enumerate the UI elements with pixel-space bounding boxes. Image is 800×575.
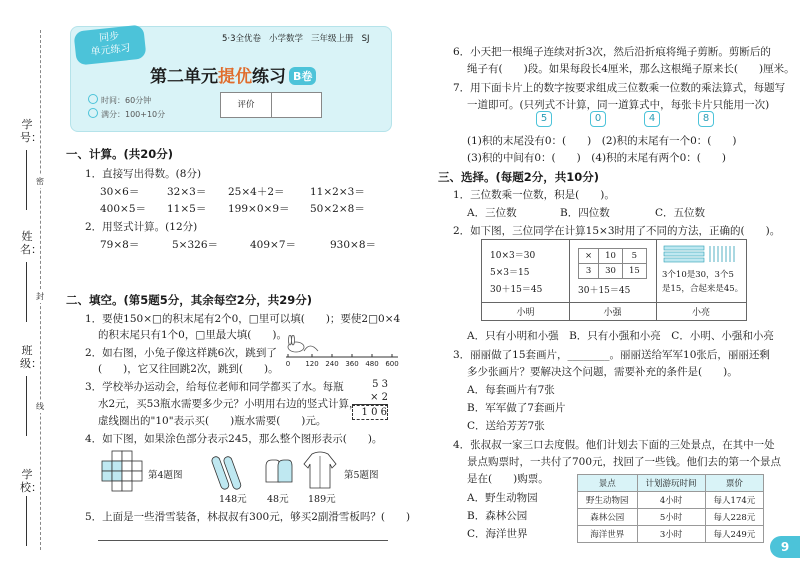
grid-figure: [100, 449, 146, 499]
axis-tick: 0: [285, 360, 291, 368]
stick-bundles-icon: [662, 244, 742, 264]
option-b[interactable]: B．四位数: [560, 207, 610, 219]
seal-mark: 密: [36, 177, 44, 186]
option-b[interactable]: B．军军做了7套画片: [467, 402, 566, 414]
student-name-field[interactable]: [26, 262, 27, 322]
question-text: 的积末尾只有1个0，□里最大填( )。: [98, 329, 287, 341]
section-3-title: 三、选择。(每题2分，共10分): [438, 170, 600, 184]
student-number-label: 学号：: [20, 118, 42, 144]
section-2-title: 二、填空。(第5题5分，其余每空2分，共29分): [66, 293, 313, 307]
methods-figure: [481, 239, 747, 321]
axis-tick: 120: [305, 360, 319, 368]
table-row: 森林公园 5小时 每人228元: [578, 509, 764, 526]
question-text: 是在( )购票。: [467, 473, 549, 485]
number-card: 5: [536, 111, 552, 127]
options-row[interactable]: A．只有小明和小强 B．只有小强和小亮 C．小明、小强和小亮: [467, 330, 774, 342]
option-c[interactable]: C．海洋世界: [467, 528, 528, 540]
question-text: 1．要使150×□的积末尾有2个0，□里可以填( )；要使2□0×4: [85, 313, 401, 325]
question-text: 3．丽丽做了15套画片，________。丽丽送给军军10张后，丽丽还剩: [453, 349, 770, 361]
student-name: 小强: [603, 308, 622, 318]
school-label: 学校：: [20, 468, 42, 494]
student-name: 小明: [516, 308, 535, 318]
seal-mark: 封: [36, 292, 44, 301]
series-badge: 同步 单元练习: [73, 24, 146, 65]
clock-icon: [88, 94, 98, 104]
student-name-label: 姓名：: [20, 230, 42, 256]
question-text: 2．如下图，三位同学在计算15×3时用了不同的方法，正确的( )。: [453, 225, 781, 237]
level-badge: B卷: [289, 67, 316, 85]
question-text: 多少张画片？要解决这个问题，需要补充的条件是( )。: [467, 366, 738, 378]
option-a[interactable]: A．野生动物园: [467, 492, 538, 504]
question-text: (1)积的末尾没有0：( ) (2)积的末尾有一个0：( ): [467, 135, 737, 147]
xiaoqiang-method: × 10 5 3 30 15 30＋15＝45: [578, 248, 647, 296]
option-c[interactable]: C．五位数: [655, 207, 706, 219]
gloves-icon: [262, 456, 296, 486]
option-a[interactable]: A．每套画片有7张: [467, 384, 555, 396]
axis-tick: 480: [365, 360, 379, 368]
page-title: 第二单元提优练习 B卷: [150, 62, 316, 87]
question-text: (3)积的中间有0：( ) (4)积的末尾有两个0：( ): [467, 152, 726, 164]
question-text: 4．张叔叔一家三口去度假。他们计划去下面的三处景点，在其中一处: [453, 439, 775, 451]
student-number-field[interactable]: [26, 150, 27, 210]
question-text: 4．如下图，如果涂色部分表示245，那么整个图形表示( )。: [85, 433, 383, 445]
question-text: 一道即可。(只列式不计算，同一道算式中，每张卡片只能用一次): [467, 99, 770, 111]
table-row: 海洋世界 3小时 每人249元: [578, 526, 764, 543]
class-label: 班级：: [20, 344, 42, 370]
axis-tick: 600: [385, 360, 399, 368]
section-1-title: 一、计算。(共20分): [66, 147, 174, 161]
table-row: 野生动物园 4小时 每人174元: [578, 492, 764, 509]
figure-caption: 第4题图: [148, 470, 183, 481]
question-text: 6．小天把一根绳子连续对折3次，然后沿折痕将绳子剪断。剪断后的: [453, 46, 771, 58]
class-field[interactable]: [26, 376, 27, 436]
check-icon: [88, 108, 98, 118]
ski-board-icon: [210, 452, 250, 492]
rabbit-number-line: [282, 335, 402, 371]
rabbit-icon: [288, 335, 304, 352]
option-b[interactable]: B．森林公园: [467, 510, 528, 522]
question-text: 2．如右图，小兔子像这样跳6次，跳到了: [85, 347, 277, 359]
price-label: 189元: [308, 494, 336, 505]
seal-mark: 线: [36, 402, 44, 411]
question-text: 绳子有( )段。如果每段长4厘米，那么这根绳子原来长( )厘米。: [467, 63, 795, 75]
axis-tick: 360: [345, 360, 359, 368]
question-text: 1．直接写出得数。(8分): [85, 168, 202, 180]
question-text: 3．学校举办运动会，给每位老师和同学都买了水。每瓶: [85, 381, 344, 393]
page-number: 9: [770, 536, 800, 558]
student-name: 小亮: [691, 308, 710, 318]
scenic-spot-table: [577, 474, 764, 543]
question-text: ( )，它又往回跳2次，跳到( )。: [98, 363, 279, 375]
score-info: 满分：100+10分: [88, 108, 165, 120]
evaluation-box[interactable]: 评价: [220, 92, 322, 118]
question-text: 水2元，买53瓶水需要多少元？小明用右边的竖式计算，: [98, 398, 360, 410]
xiaoliang-method: 3个10是30，3个5 是15，合起来是45。: [662, 270, 744, 294]
question-text: 虚线圈出的"10"表示买( )瓶水需要( )元。: [98, 415, 327, 427]
number-card: 4: [644, 111, 660, 127]
vertical-calculation: 5 3 × 2 1 0 6: [352, 378, 388, 420]
table-header: 景点 计划游玩时间 票价: [578, 475, 764, 492]
ski-jacket-icon: [300, 450, 340, 490]
question-text: 1．三位数乘一位数，积是( )。: [453, 189, 615, 201]
xiaoming-method: 10×3＝30 5×3＝15 30＋15＝45: [490, 251, 543, 295]
axis-tick: 240: [325, 360, 339, 368]
option-a[interactable]: A．三位数: [467, 207, 517, 219]
question-text: 7．用下面卡片上的数字按要求组成三位数乘一位数的乘法算式，每题写: [453, 82, 786, 94]
question-text: 2．用竖式计算。(12分): [85, 221, 198, 233]
school-field[interactable]: [26, 496, 27, 546]
time-info: 时间：60分钟: [88, 94, 151, 106]
number-card: 8: [698, 111, 714, 127]
binding-margin: [0, 0, 60, 575]
price-label: 48元: [267, 494, 289, 505]
figure-caption: 第5题图: [344, 470, 379, 481]
question-text: 景点购票时，一共付了700元，找回了一些钱。他们去的第一个景点: [467, 456, 782, 468]
number-card: 0: [590, 111, 606, 127]
answer-line[interactable]: [98, 540, 388, 541]
series-info: 5·3全优卷 小学数学 三年级上册 SJ: [222, 34, 370, 44]
price-label: 148元: [219, 494, 247, 505]
option-c[interactable]: C．送给芳芳7张: [467, 420, 545, 432]
question-text: 5．上面是一些滑雪装备，林叔叔有300元，够买2副滑雪板吗？( ): [85, 511, 411, 523]
